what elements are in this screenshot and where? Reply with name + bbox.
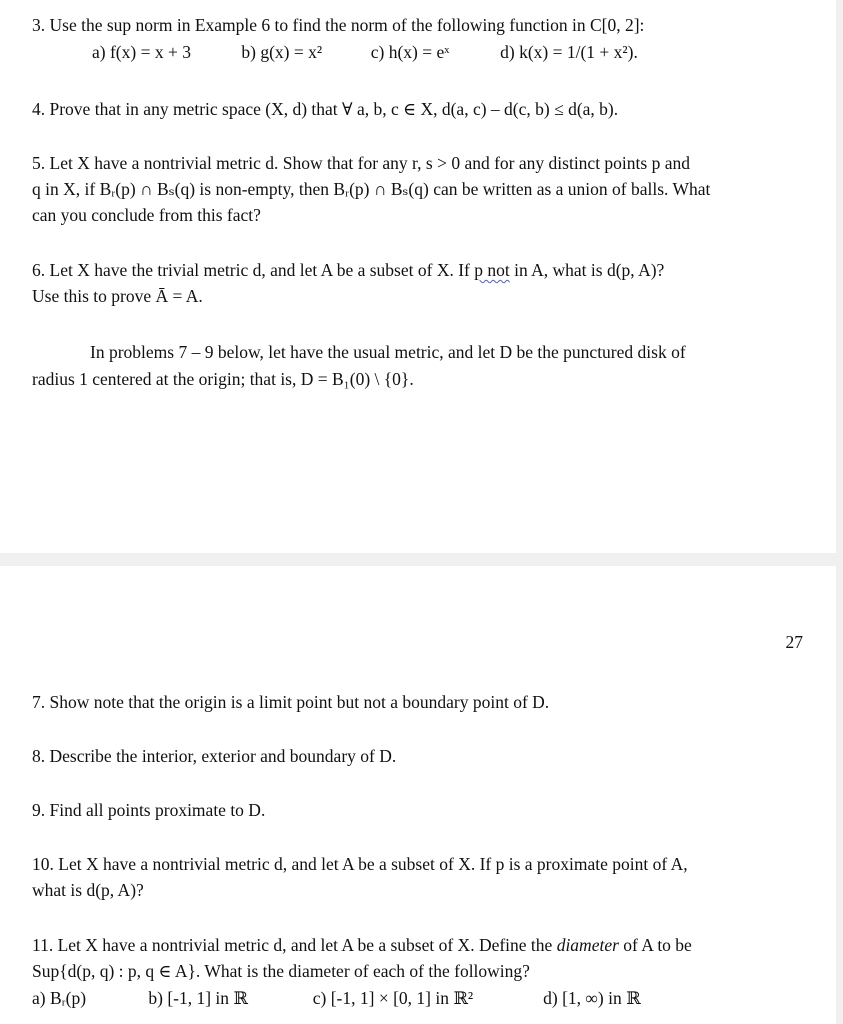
problem-6-line-1 xyxy=(32,259,664,281)
problem-5-line-3: can you conclude from this fact? xyxy=(32,205,261,225)
problem-11-part-b: b) [-1, 1] in ℝ xyxy=(148,988,248,1008)
problem-6-line-2: Use this to prove Ā = A. xyxy=(32,286,203,306)
problem-11-parts xyxy=(32,987,641,1009)
problem-6-line-1-a: 6. Let X have the trivial metric d, and let A be a subset of X. If xyxy=(32,260,475,280)
intro-line-2: radius 1 centered at the origin; that is, D = B₁(0) \ {0}. xyxy=(32,369,414,389)
problem-3-parts xyxy=(92,41,638,63)
problem-5-line-1: 5. Let X have a nontrivial metric d. Show that for any r, s > 0 and for any distinct points p and xyxy=(32,153,690,173)
problem-6-line-1-c: in A, what is d(p, A)? xyxy=(509,260,665,280)
problem-11-part-a: a) Bᵣ(p) xyxy=(32,988,87,1008)
problem-10-line-2: what is d(p, A)? xyxy=(32,880,144,900)
problem-7-text: 7. Show note that the origin is a limit point but not a boundary point of D. xyxy=(32,692,550,712)
diameter-term: diameter xyxy=(556,935,619,955)
problem-11-part-c: c) [-1, 1] × [0, 1] in ℝ² xyxy=(312,988,474,1008)
problem-11-line-2: Sup{d(p, q) : p, q ∈ A}. What is the diameter of each of the following? xyxy=(32,961,530,981)
page-number: 27 xyxy=(785,632,803,652)
problem-3-part-a: a) f(x) = x + 3 xyxy=(92,42,191,62)
problem-11-line-1 xyxy=(32,934,692,956)
problem-3-part-b: b) g(x) = x² xyxy=(241,42,323,62)
problem-3-part-d: d) k(x) = 1/(1 + x²). xyxy=(500,42,638,62)
problem-9-text: 9. Find all points proximate to D. xyxy=(32,800,266,820)
problem-4-text: 4. Prove that in any metric space (X, d) that ∀ a, b, c ∈ X, d(a, c) – d(c, b) ≤ d(a, b). xyxy=(32,99,619,119)
intro-line-1: In problems 7 – 9 below, let have the usual metric, and let D be the punctured disk of xyxy=(90,342,686,362)
problem-10-line-1: 10. Let X have a nontrivial metric d, and let A be a subset of X. If p is a proximate point of A, xyxy=(32,854,688,874)
spellcheck-flag: p not xyxy=(474,260,510,280)
problem-8-text: 8. Describe the interior, exterior and boundary of D. xyxy=(32,746,397,766)
problem-3-text: 3. Use the sup norm in Example 6 to find the norm of the following function in C[0, 2]: xyxy=(32,15,645,35)
problem-5-line-2: q in X, if Bᵣ(p) ∩ Bₛ(q) is non-empty, then Bᵣ(p) ∩ Bₛ(q) can be written as a union of balls. What xyxy=(32,179,711,199)
problem-11-part-d: d) [1, ∞) in ℝ xyxy=(543,988,641,1008)
problem-11-line-1-a: 11. Let X have a nontrivial metric d, and let A be a subset of X. Define the xyxy=(32,935,557,955)
problem-11-line-1-c: of A to be xyxy=(618,935,692,955)
problem-3-part-c: c) h(x) = eˣ xyxy=(370,42,450,62)
